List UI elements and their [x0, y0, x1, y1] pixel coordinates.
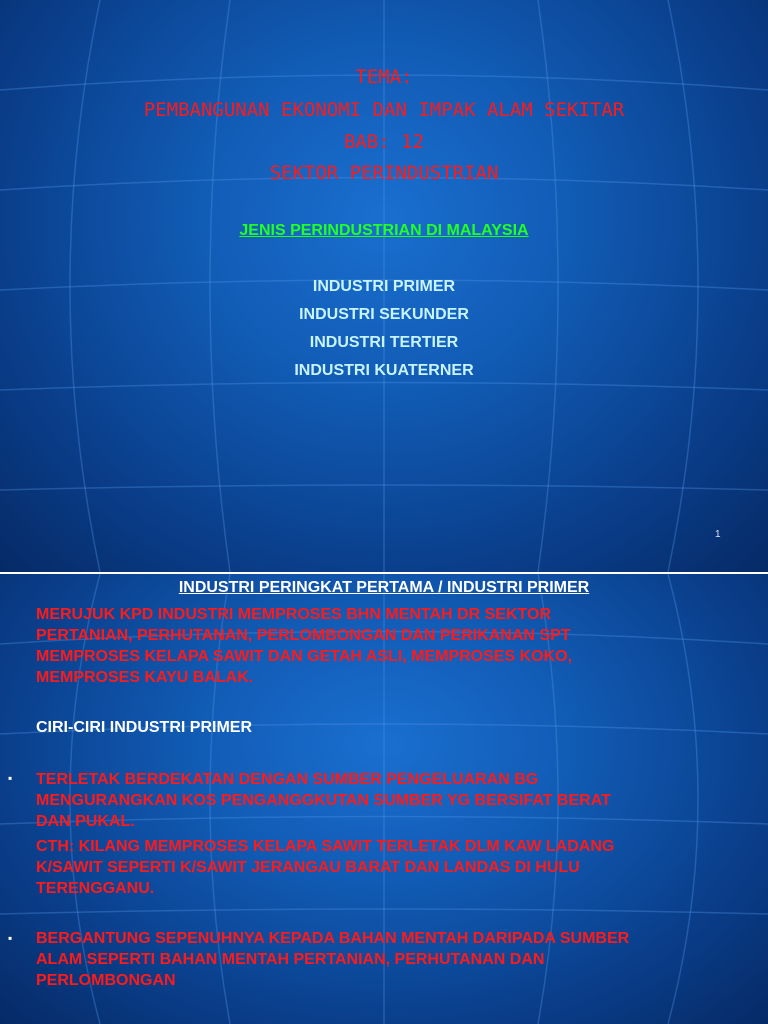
bullet-2 [36, 928, 761, 991]
definition-line: MEMPROSES KAYU BALAK. [36, 669, 254, 686]
page-number: 1 [715, 529, 721, 540]
features-heading: CIRI-CIRI INDUSTRI PRIMER [36, 719, 252, 736]
slide2-heading-wrap [0, 579, 768, 597]
bullet-icon: ▪ [8, 931, 13, 945]
bullet-1-line: MENGURANGKAN KOS PENGANGGKUTAN SUMBER YG BERSIFAT BERAT [36, 792, 611, 809]
example-line: K/SAWIT SEPERTI K/SAWIT JERANGAU BARAT DAN LANDAS DI HULU [36, 859, 580, 876]
definition [36, 604, 756, 688]
title-line-2: PEMBANGUNAN EKONOMI DAN IMPAK ALAM SEKITAR [143, 99, 625, 121]
subtitle: JENIS PERINDUSTRIAN DI MALAYSIA [239, 222, 529, 239]
bullet-2-line: PERLOMBONGAN [36, 972, 176, 989]
title-line-1: TEMA: [355, 66, 413, 88]
bullet-icon: ▪ [8, 771, 13, 785]
bullet-1 [36, 769, 761, 832]
title-line-4: SEKTOR PERINDUSTRIAN [269, 162, 499, 184]
example [36, 836, 761, 899]
item-tertier: INDUSTRI TERTIER [309, 334, 459, 351]
item-primer: INDUSTRI PRIMER [312, 278, 456, 295]
subtitle-wrap [0, 222, 768, 240]
item-sekunder: INDUSTRI SEKUNDER [299, 306, 469, 323]
definition-line: PERTANIAN, PERHUTANAN, PERLOMBONGAN DAN PERIKANAN SPT [36, 627, 571, 644]
slide2-heading: INDUSTRI PERINGKAT PERTAMA / INDUSTRI PRIMER [178, 579, 590, 596]
bullet-2-line: ALAM SEPERTI BAHAN MENTAH PERTANIAN, PERHUTANAN DAN [36, 951, 545, 968]
title-line-3: BAB: 12 [343, 131, 425, 153]
slide-2 [0, 574, 768, 1024]
item-kuaterner: INDUSTRI KUATERNER [294, 362, 474, 379]
bullet-1-line: DAN PUKAL. [36, 813, 135, 830]
bullet-1-line: TERLETAK BERDEKATAN DENGAN SUMBER PENGELUARAN BG [36, 771, 539, 788]
example-line: TERENGGANU. [36, 880, 155, 897]
bullet-2-line: BERGANTUNG SEPENUHNYA KEPADA BAHAN MENTAH DARIPADA SUMBER [36, 930, 630, 947]
definition-line: MEMPROSES KELAPA SAWIT DAN GETAH ASLI, MEMPROSES KOKO, [36, 648, 573, 665]
example-line: CTH: KILANG MEMPROSES KELAPA SAWIT TERLETAK DLM KAW LADANG [36, 838, 615, 855]
definition-line: MERUJUK KPD INDUSTRI MEMPROSES BHN MENTAH DR SEKTOR [36, 606, 551, 623]
